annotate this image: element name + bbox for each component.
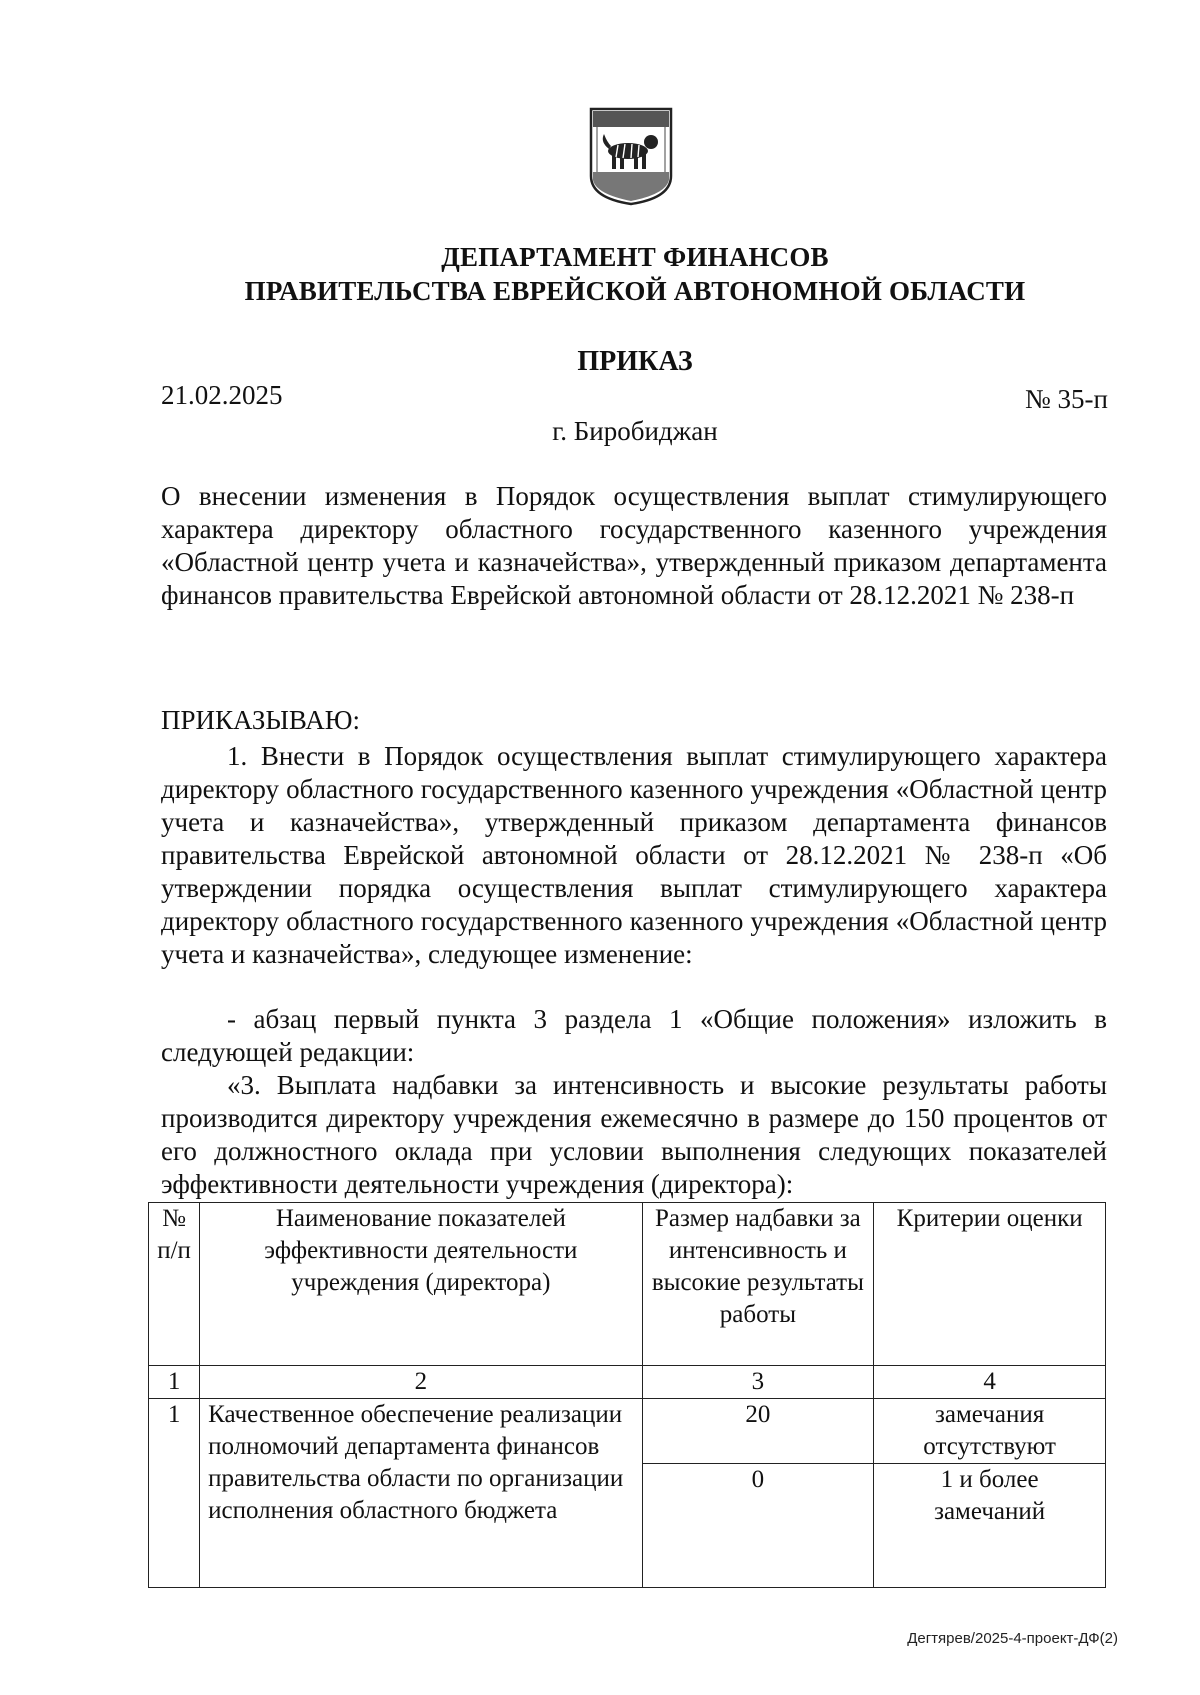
index-cell: 2 <box>200 1366 642 1399</box>
header-size: Размер надбавки за интенсивность и высокие результаты работы <box>642 1203 874 1366</box>
header-criteria: Критерии оценки <box>874 1203 1106 1366</box>
header-num: № п/п <box>149 1203 200 1366</box>
document-city: г. Биробиджан <box>552 416 718 446</box>
header-name: Наименование показателей эффективности деятельности учреждения (директора) <box>200 1203 642 1366</box>
row-criteria: замечания отсутствуют <box>874 1399 1106 1464</box>
org-name-line-1: ДЕПАРТАМЕНТ ФИНАНСОВ <box>441 242 829 272</box>
document-subject: О внесении изменения в Порядок осуществления выплат стимулирующего характера директору областного государственного казенного учреждения «Областной центр учета и казначейства», утвержденный приказом департамента финансов правительства Еврейской автономной области от 28.12.2021 № 238-п <box>161 481 1107 610</box>
indicators-table <box>148 1202 1106 1588</box>
row-size-value: 20 <box>642 1399 874 1464</box>
row-indicator-name: Качественное обеспечение реализации полномочий департамента финансов правительства области по организации исполнения областного бюджета <box>200 1399 642 1588</box>
index-cell: 1 <box>149 1366 200 1399</box>
order-word: ПРИКАЗЫВАЮ: <box>161 705 360 735</box>
row-size-value: 0 <box>642 1464 874 1588</box>
index-cell: 4 <box>874 1366 1106 1399</box>
row-criteria: 1 и более замечаний <box>874 1464 1106 1588</box>
quoted-paragraph-3: «3. Выплата надбавки за интенсивность и высокие результаты работы производится директору учреждения ежемесячно в размере до 150 процентов от его должностного оклада при условии выполнения следующих показателей эффективности деятельности учреждения (директора): <box>161 1070 1107 1199</box>
row-num: 1 <box>149 1399 200 1588</box>
org-name-line-2: ПРАВИТЕЛЬСТВА ЕВРЕЙСКОЙ АВТОНОМНОЙ ОБЛАСТИ <box>244 276 1026 306</box>
file-code: Дегтярев/2025-4-проект-ДФ(2) <box>907 1630 1118 1647</box>
table-row <box>149 1399 1106 1464</box>
order-item-1: 1. Внести в Порядок осуществления выплат стимулирующего характера директору областного государственного казенного учреждения «Областной центр учета и казначейства», утвержденный приказом департамента финансов правительства Еврейской автономной области от 28.12.2021 № 238-п «Об утверждении порядка осуществления выплат стимулирующего характера директору областного государственного казенного учреждения «Областной центр учета и казначейства», следующее изменение: <box>161 741 1107 969</box>
coat-of-arms-icon <box>588 106 674 206</box>
table-index-row <box>149 1366 1106 1399</box>
document-type: ПРИКАЗ <box>577 346 693 377</box>
document-number: № 35-п <box>1025 384 1108 414</box>
document-date: 21.02.2025 <box>161 380 283 410</box>
table-header-row <box>149 1203 1106 1366</box>
index-cell: 3 <box>642 1366 874 1399</box>
order-item-1-subitem: - абзац первый пункта 3 раздела 1 «Общие положения» изложить в следующей редакции: <box>161 1004 1107 1067</box>
